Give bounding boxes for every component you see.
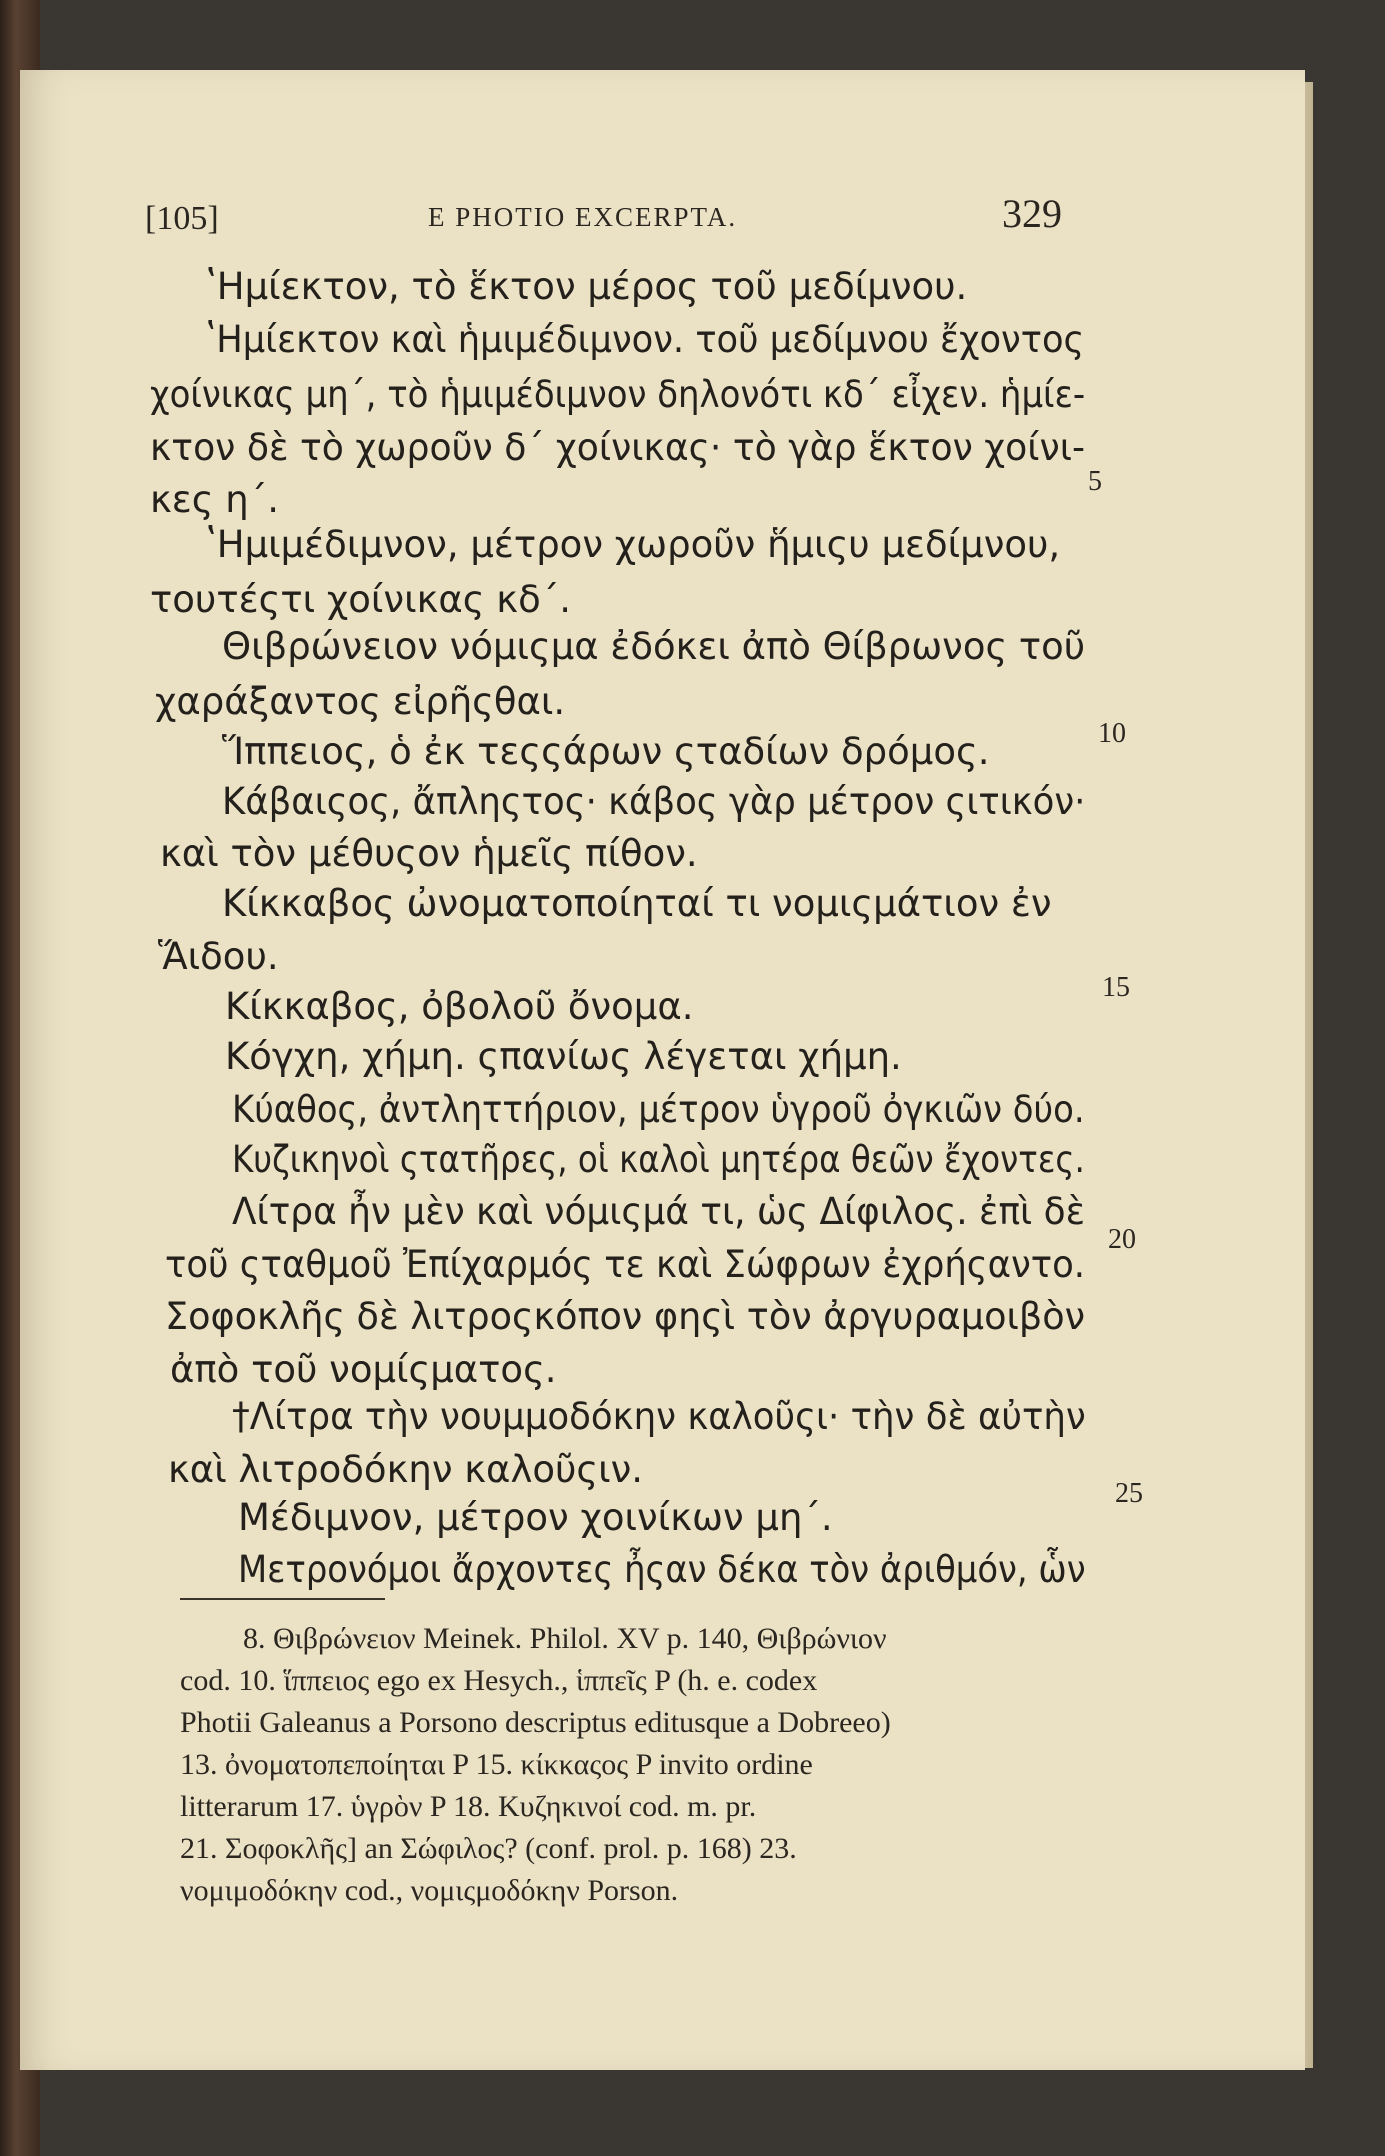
running-title: E PHOTIO EXCERPTA. [428,202,738,232]
text-line: Κάβαιςος, ἄπληςτος· κάβος γὰρ μέτρον ςιτικόν· [222,780,1086,823]
text-line: κτον δὲ τὸ χωροῦν δ΄ χοίνικας· τὸ γὰρ ἕκτον χοίνι- [150,426,1086,469]
text-line: καὶ λιτροδόκην καλοῦςιν. [168,1448,644,1491]
text-line: ʽΗμίεκτον, τὸ ἕκτον μέρος τοῦ μεδίμνου. [205,265,968,308]
text-line: χαράξαντος εἰρῆςθαι. [155,680,566,723]
text-line: ʽΗμίεκτον καὶ ἡμιμέδιμνον. τοῦ μεδίμνου ἔχοντος [205,318,1085,361]
line-number: 10 [1098,718,1126,749]
text-line: τοῦ ςταθμοῦ Ἐπίχαρμός τε καὶ Σώφρων ἐχρήςαντο. [165,1243,1086,1286]
text-line: Κόγχη, χήμη. ςπανίως λέγεται χήμη. [225,1035,902,1078]
line-number: 25 [1115,1478,1143,1509]
footnote-rule [180,1598,385,1600]
text-line: Θιβρώνειον νόμιςμα ἐδόκει ἀπὸ Θίβρωνος τοῦ [222,625,1086,668]
text-line: τουτέςτι χοίνικας κδ΄. [150,578,571,621]
text-line: Λίτρα ἦν μὲν καὶ νόμιςμά τι, ὡς Δίφιλος. ἐπὶ δὲ [232,1190,1085,1233]
section-number: [105] [145,200,219,237]
text-line: Κίκκαβος ὠνοματοποίηταί τι νομιςμάτιον ἐν [222,882,1052,925]
text-line: χοίνικας μη΄, τὸ ἡμιμέδιμνον δηλονότι κδ΄ εἶχεν. ἡμίε- [150,373,1086,416]
text-line: Μέδιμνον, μέτρον χοινίκων μη΄. [238,1496,833,1539]
running-header [0,190,1385,250]
text-line: Ἵππειος, ὁ ἐκ τεςςάρων ςταδίων δρόμος. [222,730,990,773]
text-line: Κύαθος, ἀντληττήριον, μέτρον ὑγροῦ ὀγκιῶν δύο. [232,1088,1085,1131]
text-line: Σοφοκλῆς δὲ λιτροςκόπον φηςὶ τὸν ἀργυραμοιβὸν [165,1295,1086,1338]
footnote-line: Photii Galeanus a Porsono descriptus editusque a Dobreeo) [180,1706,891,1739]
footnote-line: 8. Θιβρώνειον Meinek. Philol. XV p. 140, Θιβρώνιον [243,1622,887,1655]
footnote-line: cod. 10. ἵππειος ego ex Hesych., ἱππεῖς P (h. e. codex [180,1664,818,1697]
text-line: Κίκκαβος, ὀβολοῦ ὄνομα. [225,985,694,1028]
text-line: κες η΄. [150,478,279,521]
footnote-line: 21. Σοφοκλῆς] an Σώφιλος? (conf. prol. p. 168) 23. [180,1832,797,1865]
line-number: 15 [1102,972,1130,1003]
text-line: Ἅιδου. [158,935,279,978]
text-line: †Λίτρα τὴν νουμμοδόκην καλοῦςι· τὴν δὲ αὐτὴν [232,1395,1086,1438]
text-line: ʽΗμιμέδιμνον, μέτρον χωροῦν ἥμιςυ μεδίμνου, [205,523,1061,566]
footnote-line: νομιμοδόκην cod., νομιςμοδόκην Porson. [180,1874,679,1907]
line-number: 20 [1108,1224,1136,1255]
line-number: 5 [1088,466,1102,497]
text-line: ἀπὸ τοῦ νομίςματος. [170,1348,557,1391]
footnote-line: 13. ὀνοματοπεποίηται P 15. κίκκαςος P invito ordine [180,1748,813,1781]
text-line: καὶ τὸν μέθυςον ἡμεῖς πίθον. [160,832,698,875]
text-line: Κυζικηνοὶ ςτατῆρες, οἱ καλοὶ μητέρα θεῶν ἔχοντες. [232,1138,1085,1181]
page-number: 329 [1002,191,1062,236]
footnote-line: litterarum 17. ὑγρὸν P 18. Κυζηκινοί cod. m. pr. [180,1790,757,1823]
text-line: Μετρονόμοι ἄρχοντες ἦςαν δέκα τὸν ἀριθμόν, ὧν [238,1548,1086,1591]
